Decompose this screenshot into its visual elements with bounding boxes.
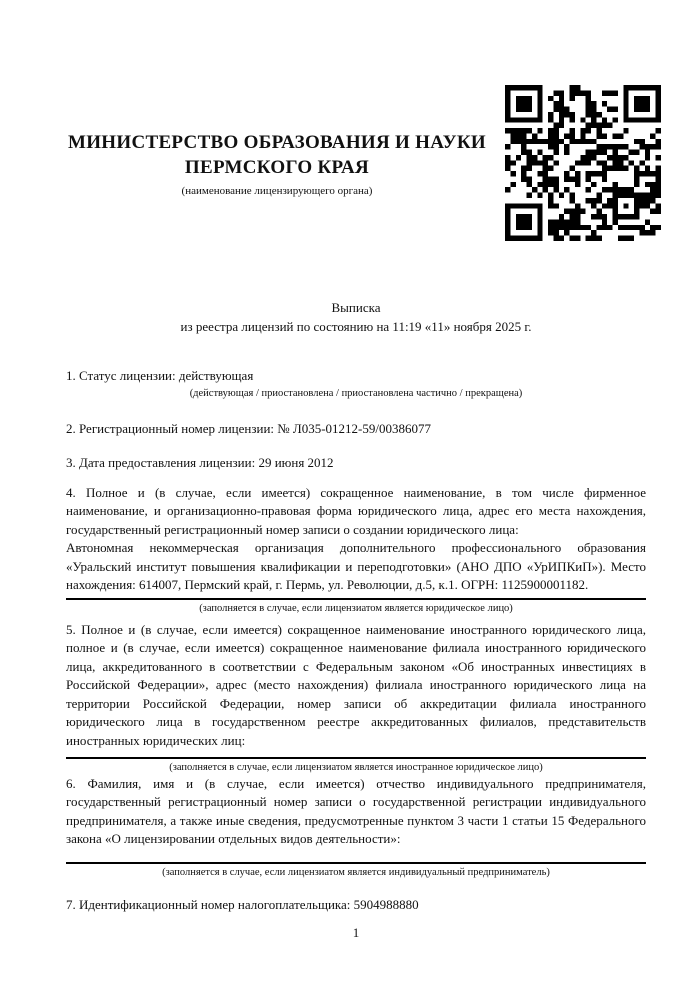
item5-caption: (заполняется в случае, если лицензиатом является иностранное юридическое лицо) <box>169 762 543 774</box>
item4-value: Автономная некоммерческая организация дополнительного профессионального образования «Уральский институт повышения квалификации и переподготовки» (АНО ДПО «УрИПКиП»). Место нахождения: 614007, Пермский край, г. Пермь, ул. Революции, д.5, к.1. ОГРН: 1125900001182. <box>66 540 646 593</box>
ministry-name <box>66 130 488 180</box>
document-title-line2: из реестра лицензий по состоянию на 11:19 «11» ноября 2025 г. <box>180 318 532 334</box>
item-taxpayer-number <box>66 896 646 914</box>
qr-code-svg <box>505 85 661 241</box>
item2-text: 2. Регистрационный номер лицензии: № Л035-01212-59/00386077 <box>66 421 432 436</box>
licensing-authority-header <box>66 130 488 200</box>
document-title-line1: Выписка <box>331 300 381 315</box>
item1-caption: (действующая / приостановлена / приостановлена частично / прекращена) <box>189 388 523 400</box>
item-license-date <box>66 454 646 472</box>
item-individual-entrepreneur <box>66 775 646 881</box>
field-rule-individual-entrepreneur <box>66 862 646 864</box>
item-license-status <box>66 367 646 402</box>
item-registration-number <box>66 420 646 438</box>
ministry-name-line1: МИНИСТЕРСТВО ОБРАЗОВАНИЯ И НАУКИ <box>67 132 487 153</box>
field-rule-foreign-entity <box>66 757 646 759</box>
field-rule-legal-entity <box>66 598 646 600</box>
item1-text: 1. Статус лицензии: действующая <box>66 368 254 383</box>
page-number: 1 <box>352 925 360 940</box>
item-foreign-entity <box>66 621 646 776</box>
item-legal-entity <box>66 484 646 617</box>
item7-text: 7. Идентификационный номер налогоплательщика: 5904988880 <box>66 897 419 912</box>
ministry-name-line2: ПЕРМСКОГО КРАЯ <box>184 157 370 179</box>
item4-caption: (заполняется в случае, если лицензиатом является юридическое лицо) <box>199 602 513 614</box>
item4-text: 4. Полное и (в случае, если имеется) сокращенное наименование, в том числе фирменное наименование, и организационно-правовая форма юридического лица, адрес его места нахождения, государственный регистрационный номер записи о создании юридического лица: <box>66 485 646 537</box>
item6-text: 6. Фамилия, имя и (в случае, если имеется) отчество индивидуального предпринимателя, государственный регистрационный номер записи о государственной регистрации индивидуального предпринимателя, а также иные сведения, предусмотренные пунктом 3 части 1 статьи 15 Федерального закона «О лицензировании отдельных видов деятельности»: <box>66 776 646 847</box>
document-title <box>66 299 646 337</box>
item6-caption: (заполняется в случае, если лицензиатом является индивидуальный предприниматель) <box>162 866 550 878</box>
item3-text: 3. Дата предоставления лицензии: 29 июня 2012 <box>66 455 334 470</box>
qr-code-icon <box>505 85 661 241</box>
ministry-caption: (наименование лицензирующего органа) <box>181 185 373 198</box>
item5-text: 5. Полное и (в случае, если имеется) сокращенное наименование иностранного юридического лица, полное и (в случае, если имеется) сокращенное наименование филиала иностранного юридического лица, аккредитованного в соответствии с Федеральным законом «Об иностранных инвестициях в Российской Федерации», адрес (место нахождения) филиала иностранного юридического лица на территории Российской Федерации, номер записи об аккредитации филиала иностранного юридического лица в государственном реестре аккредитованных филиалов, представительств иностранных юридических лиц: <box>66 622 646 748</box>
